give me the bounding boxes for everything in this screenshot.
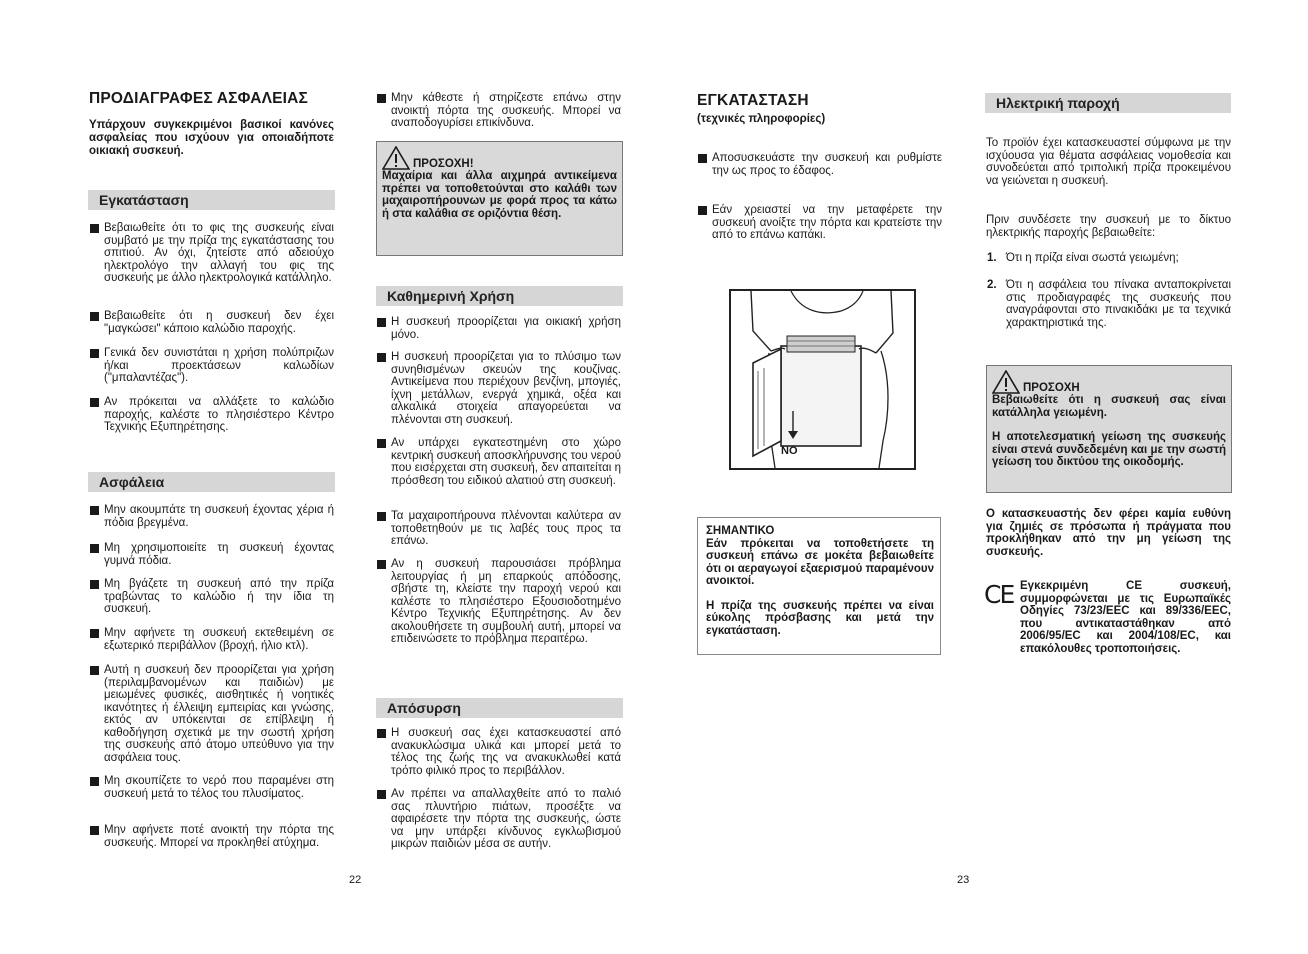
list-item: Μη χρησιμοποιείτε τη συσκευή έχοντας γυμνά πόδια. (90, 542, 334, 567)
list-item: Γενικά δεν συνιστάται η χρήση πολύπριζων ή/και προεκτάσεων καλωδίων ("μπαλαντέζας"). (90, 347, 334, 385)
important-text-socket: Η πρίζα της συσκευής πρέπει να είναι εύκολης πρόσβασης και μετά την εγκατάσταση. (706, 599, 934, 637)
list-item: Αν η συσκευή παρουσιάσει πρόβλημα λειτουργίας ή μη επαρκούς απόδοσης, σβήστε τη, κλείστε την παροχή νερού και καλέστε το πλησιέστερο Εξουσιοδοτημένο Κέντρο Τεχνικής Εξυπηρέτησης. Αν δεν ακολουθήσετε τη συμβουλή αυτή, μπορεί να επιδεινώσετε το πρόβλημα περαιτέρω. (377, 558, 621, 646)
bullet-square-icon (377, 439, 386, 448)
warning-text-grounded: Βεβαιωθείτε ότι η συσκευή σας είναι κατάλληλα γειωμένη. (992, 394, 1226, 419)
bullet-square-icon (90, 349, 99, 358)
list-item: Βεβαιωθείτε ότι η συσκευή δεν έχει "μαγκώσει" κάποιο καλώδιο παροχής. (90, 310, 334, 335)
important-note-box (697, 517, 941, 655)
bullet-square-icon (90, 580, 99, 589)
important-title: ΣΗΜΑΝΤΙΚΟ (706, 525, 775, 537)
bullet-square-icon (377, 353, 386, 362)
illustration-no-label: NO (781, 445, 798, 457)
list-item: Μη σκουπίζετε το νερό που παραμένει στη συσκευή μετά το τέλος του πλυσίματος. (90, 775, 334, 800)
section-heading-safety: Ασφάλεια (88, 472, 335, 492)
section-heading-daily-use: Καθημερινή Χρήση (376, 286, 623, 306)
list-item: Εάν χρειαστεί να την μεταφέρετε την συσκευή ανοίξτε την πόρτα και κρατείστε την από το επάνω καπάκι. (698, 204, 942, 242)
page-number: 23 (957, 874, 970, 886)
warning-text-building-ground: Η αποτελεσματική γείωση της συσκευής είναι στενά συνδεδεμένη και με την σωστή γείωση του δικτύου της οικοδομής. (992, 431, 1226, 468)
section-heading-disposal: Απόσυρση (376, 698, 623, 718)
list-item: 1. Ότι η πρίζα είναι σωστά γειωμένη; (987, 252, 1179, 264)
bullet-square-icon (90, 666, 99, 675)
page-title-safety: ΠΡΟΔΙΑΓΡΑΦΕΣ ΑΣΦΑΛΕΙΑΣ (89, 90, 309, 107)
warning-box-grounding (986, 365, 1232, 493)
list-item: Αυτή η συσκευή δεν προορίζεται για χρήση (περιλαμβανομένων και παιδιών) με μειωμένες φυσικές, αισθητικές ή νοητικές ικανότητες ή έλλειψη εμπειρίας και γνώσης, εκτός αν υπόκεινται σε επίβλεψη ή καθοδήγηση σχετικά με την σωστή χρήση της συσκευής από άτομο υπεύθυνο για την ασφάλεια τους. (90, 664, 334, 764)
warning-box-knives (376, 141, 623, 256)
person-carrying-dishwasher-icon (731, 291, 914, 468)
list-item: 2. Ότι η ασφάλεια του πίνακα ανταποκρίνεται στις προδιαγραφές της συσκευής που αναγράφονται στο πινακιδάκι με τα τεχνικά χαρακτηριστικά της. (987, 279, 1231, 329)
list-item: Μην αφήνετε τη συσκευή εκτεθειμένη σε εξωτερικό περιβάλλον (βροχή, ήλιο κτλ). (90, 627, 334, 652)
list-item: Μην ακουμπάτε τη συσκευή έχοντας χέρια ή πόδια βρεγμένα. (90, 504, 334, 529)
list-item: Η συσκευή προορίζεται για το πλύσιμο των συνηθισμένων σκευών της κουζίνας. Αντικείμενα που περιέχουν βενζίνη, μπογιές, ίχνη μετάλλων, ενεργά χημικά, οξέα και αλκαλικά στοιχεία απαγορεύεται να πλένονται στη συσκευή. (377, 351, 621, 426)
page-subtitle: (τεχνικές πληροφορίες) (697, 113, 826, 125)
liability-statement: Ο κατασκευαστής δεν φέρει καμία ευθύνη για ζημιές σε πρόσωπα ή πράγματα που προκλήθηκαν από την μη γείωση της συσκευής. (986, 508, 1231, 558)
list-item: Μη βγάζετε τη συσκευή από την πρίζα τραβώντας το καλώδιο ή την ίδια τη συσκευή. (90, 578, 334, 616)
list-item: Αποσυσκευάστε την συσκευή και ρυθμίστε την ως προς το έδαφος. (698, 152, 942, 177)
bullet-square-icon (90, 629, 99, 638)
bullet-square-icon (90, 826, 99, 835)
warning-triangle-icon (382, 146, 410, 170)
list-item: Η συσκευή προορίζεται για οικιακή χρήση μόνο. (377, 316, 621, 341)
warning-text: Μαχαίρια και άλλα αιχμηρά αντικείμενα πρέπει να τοποθετούνται στο καλάθι των μαχαιροπήρουνων με φορά προς τα κάτω ή στα καλάθια σε οριζόντια θέση. (382, 170, 617, 220)
bullet-square-icon (377, 560, 386, 569)
list-item: Βεβαιωθείτε ότι το φις της συσκευής είναι συμβατό με την πρίζα της εγκατάστασης του σπιτιού. Αν όχι, ζητείστε από αδειούχο ηλεκτρολόγο την αλλαγή του φις της συσκευής με άλλο ηλεκτρολογικά κατάλληλο. (90, 222, 334, 285)
ce-mark-icon: CE (984, 580, 1014, 609)
list-item: Αν υπάρχει εγκατεστημένη στο χώρο κεντρική συσκευή αποσκλήρυνσης του νερού που εισέρχεται στη συσκευή, δεν απαιτείται η πρόσθεση του ειδικού αλατιού στη συσκευή. (377, 437, 621, 487)
bullet-square-icon (377, 318, 386, 327)
bullet-square-icon (377, 790, 386, 799)
section-heading-installation: Εγκατάσταση (88, 190, 335, 210)
bullet-square-icon (90, 398, 99, 407)
list-item: Μην κάθεστε ή στηρίζεστε επάνω στην ανοικτή πόρτα της συσκευής. Μπορεί να αναποδογυρίσει επικίνδυνα. (377, 92, 621, 130)
list-item: Τα μαχαιροπήρουνα πλένονται καλύτερα αν τοποθετηθούν με τις λαβές τους προς τα επάνω. (377, 510, 621, 548)
bullet-square-icon (377, 729, 386, 738)
bullet-square-icon (90, 544, 99, 553)
power-paragraph-before-connect: Πριν συνδέσετε την συσκευή με το δίκτυο ηλεκτρικής παροχής βεβαιωθείτε: (986, 214, 1231, 239)
bullet-square-icon (698, 206, 707, 215)
important-text-carpet: Εάν πρόκειται να τοποθετήσετε τη συσκευή επάνω σε μοκέτα βεβαιωθείτε ότι οι αεραγωγοί εξαερισμού παραμένουν ανοικτοί. (706, 537, 934, 587)
safety-intro: Υπάρχουν συγκεκριμένοι βασικοί κανόνες ασφαλείας που ισχύουν για οποιαδήποτε οικιακή συσκευή. (89, 119, 334, 157)
bullet-square-icon (90, 506, 99, 515)
bullet-square-icon (90, 224, 99, 233)
page-number: 22 (349, 874, 362, 886)
warning-title: ΠΡΟΣΟΧΗ (992, 368, 1226, 394)
bullet-square-icon (377, 512, 386, 521)
list-item: Αν πρόκειται να αλλάξετε το καλώδιο παροχής, καλέστε το πλησιέστερο Κέντρο Τεχνικής Εξυπηρέτησης. (90, 396, 334, 434)
list-item: Αν πρέπει να απαλλαχθείτε από το παλιό σας πλυντήριο πιάτων, προσέξτε να αφαιρέσετε την πόρτα της συσκευής, ώστε να μην υπάρξει κίνδυνος εγκλωβισμού μικρών παιδιών μέσα σε αυτήν. (377, 788, 621, 851)
bullet-square-icon (698, 154, 707, 163)
warning-triangle-icon (992, 370, 1020, 394)
dishwasher-carry-illustration (729, 289, 916, 470)
bullet-square-icon (90, 312, 99, 321)
ce-compliance-text: Εγκεκριμένη CE συσκευή, συμμορφώνεται με τις Ευρωπαϊκές Οδηγίες 73/23/EEC και 89/336/EEC, που αντικαταστάθηκαν από 2006/95/EC και 2004/108/EC, και επακόλουθες τροποποιήσεις. (1020, 580, 1231, 655)
power-paragraph-compliance: Το προϊόν έχει κατασκευαστεί σύμφωνα με την ισχύουσα για θέματα ασφάλειας νομοθεσία και συνοδεύεται από τριπολική πρίζα προκειμένου να γειώνεται η συσκευή. (986, 137, 1231, 187)
bullet-square-icon (377, 94, 386, 103)
list-item: Η συσκευή σας έχει κατασκευαστεί από ανακυκλώσιμα υλικά και μπορεί μετά το τέλος της ζωής της να ανακυκλωθεί κατά τρόπο φιλικό προς το περιβάλλον. (377, 727, 621, 777)
warning-title: ΠΡΟΣΟΧΗ! (382, 144, 617, 170)
section-heading-power-supply: Ηλεκτρική παροχή (985, 93, 1231, 113)
bullet-square-icon (90, 777, 99, 786)
list-item: Μην αφήνετε ποτέ ανοικτή την πόρτα της συσκευής. Μπορεί να προκληθεί ατύχημα. (90, 824, 334, 849)
page-title-installation: ΕΓΚΑΤΑΣΤΑΣΗ (697, 92, 809, 109)
